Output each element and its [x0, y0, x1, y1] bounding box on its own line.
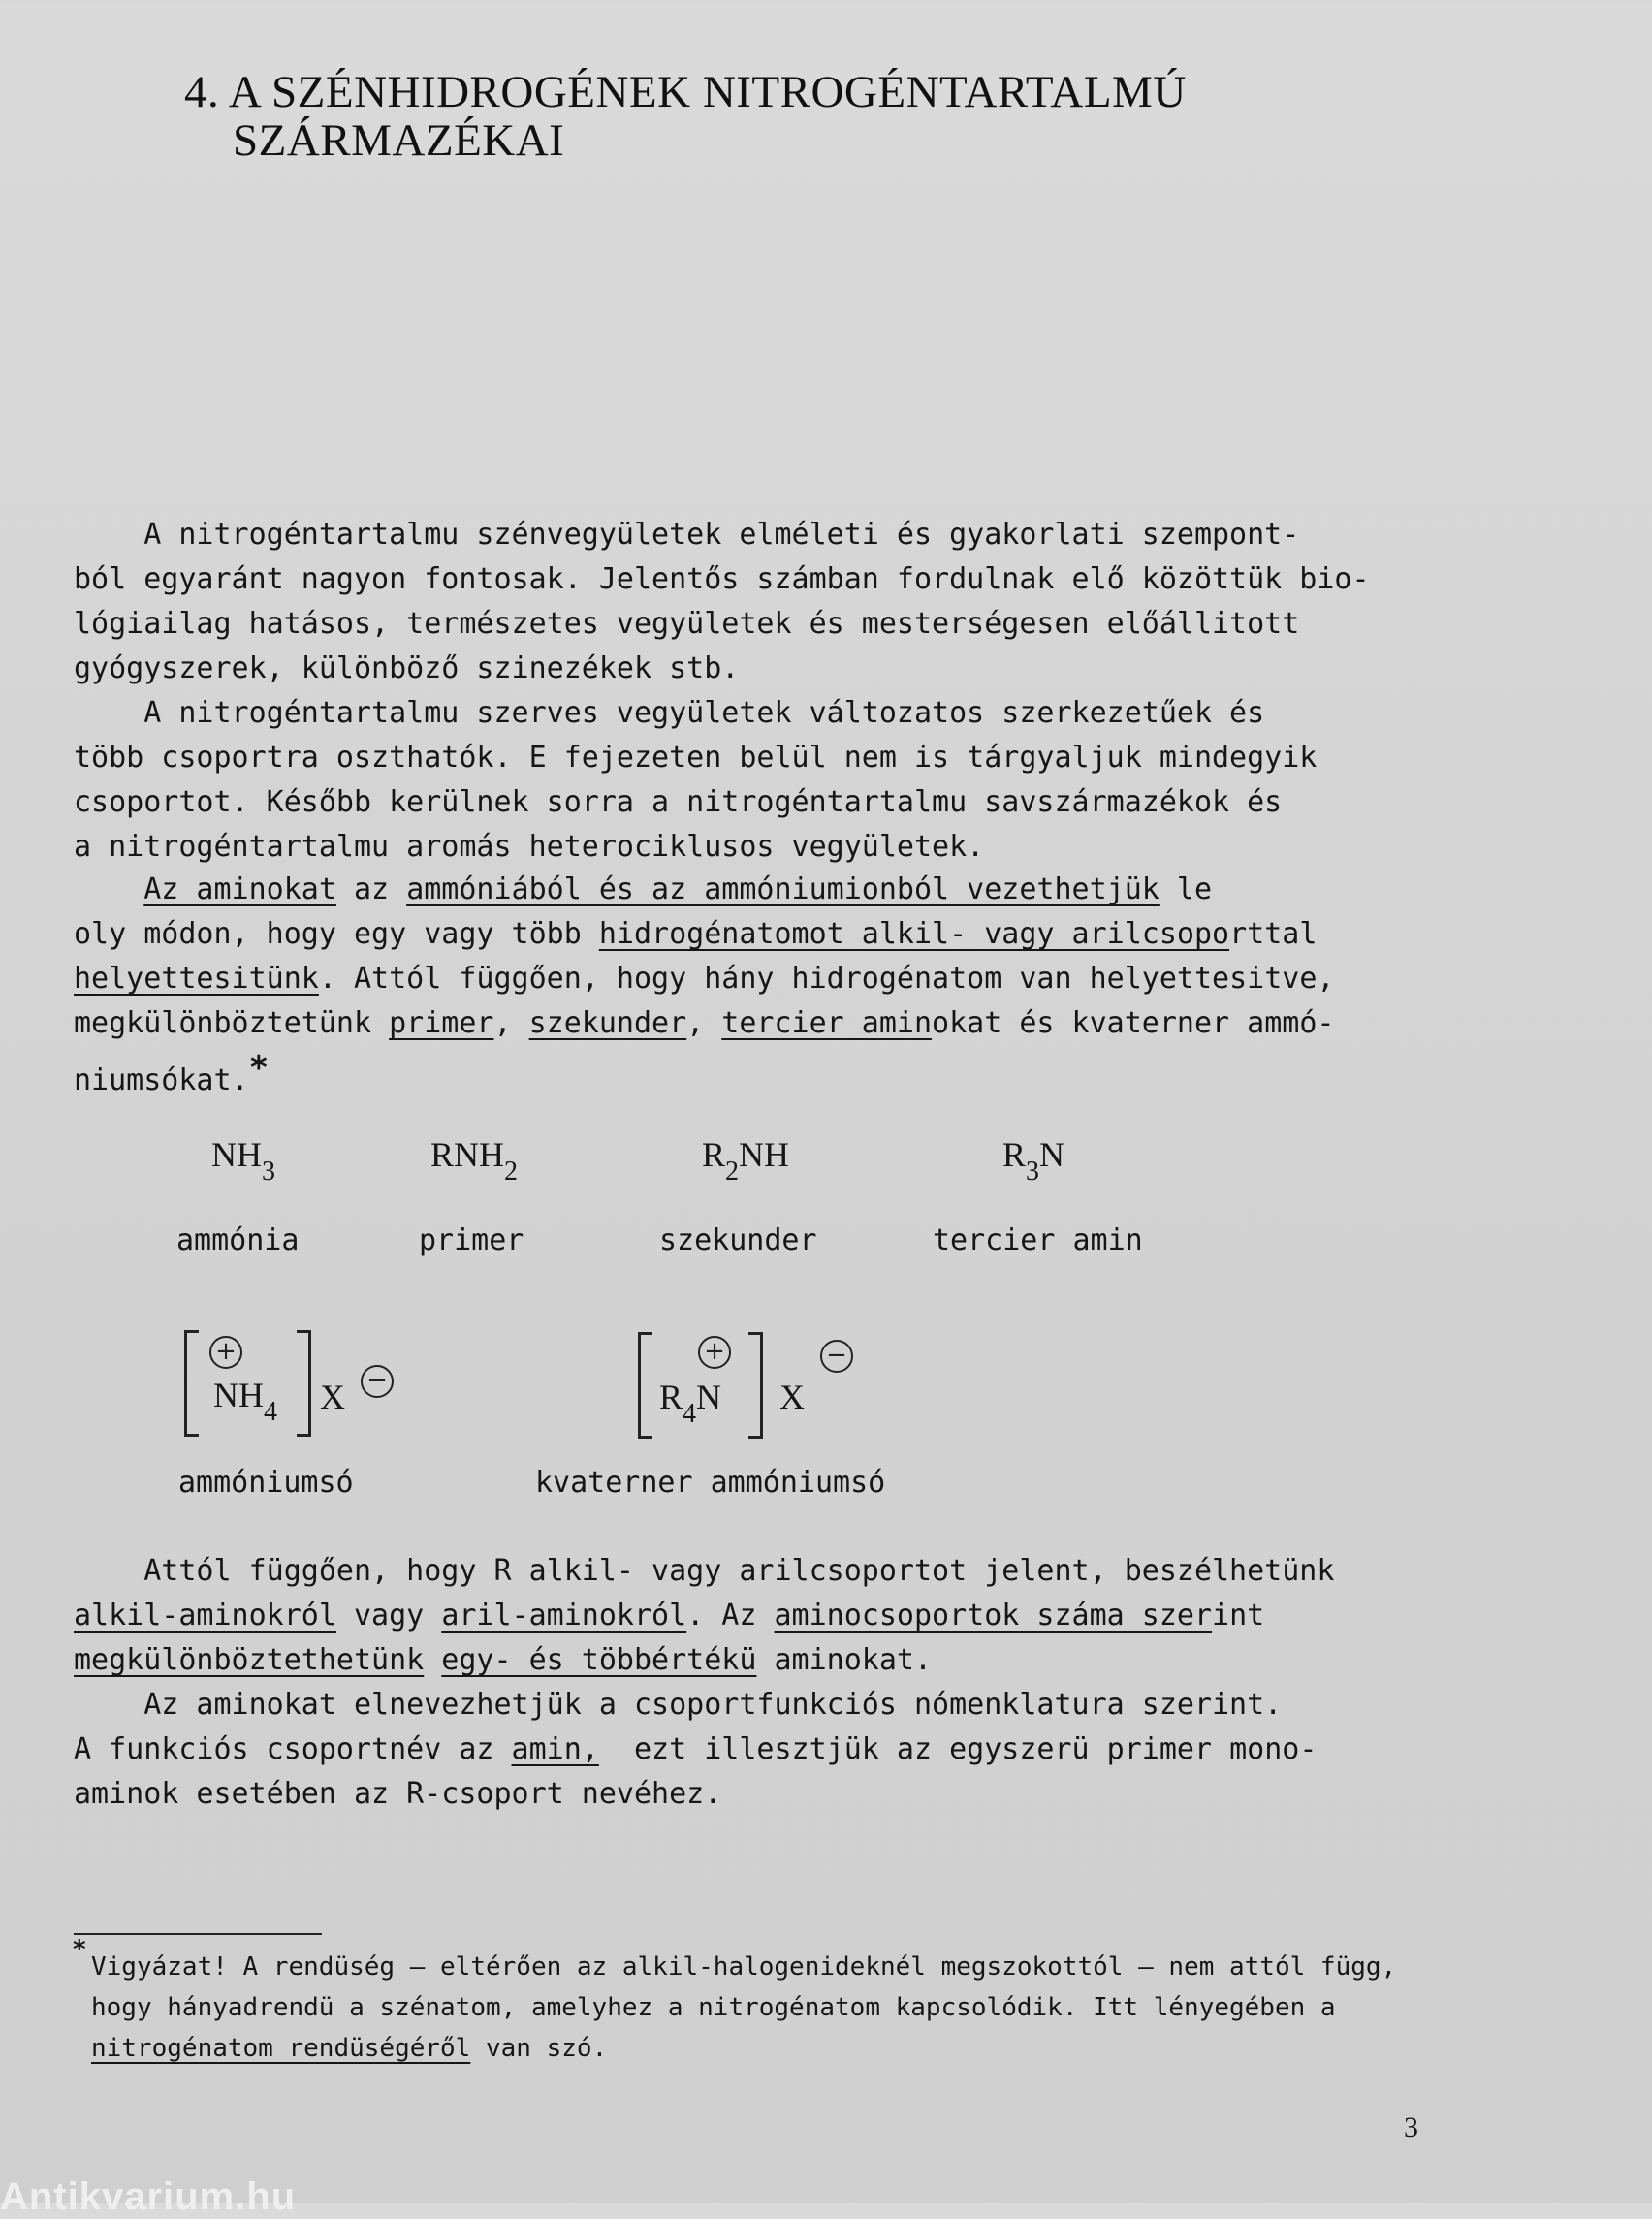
underlined-term: helyettesitünk — [74, 962, 319, 996]
footnote-marker: * — [248, 1049, 270, 1088]
text-line: gyógyszerek, különböző szinezékek stb. — [74, 651, 740, 685]
formula-rnh2: $RNH_2$ — [430, 1135, 519, 1187]
underlined-term: ammóniából és az ammóniumionból vezethetjük — [406, 872, 1160, 906]
formula-nh3: $NH_3$ — [211, 1135, 275, 1187]
underlined-term: alkil-aminokról — [74, 1599, 336, 1633]
minus-charge-icon: − — [361, 1365, 394, 1398]
text-line: A nitrogéntartalmu szerves vegyületek változatos szerkezetűek és — [74, 696, 1265, 730]
underlined-term: primer — [389, 1006, 494, 1040]
label-szekunder: szekunder — [659, 1223, 817, 1257]
underlined-term: szekunder — [528, 1006, 687, 1040]
text-line: oly módon, hogy egy vagy több hidrogénatomot alkil- vagy arilcsoporttal — [74, 917, 1318, 951]
text-line: Az aminokat elnevezhetjük a csoportfunkciós nómenklatura szerint. — [74, 1688, 1283, 1722]
formula-nh4: $NH_4$ — [213, 1376, 277, 1427]
label-tercier-amin: tercier amin — [933, 1223, 1143, 1257]
text-line: a nitrogéntartalmu aromás heterociklusos vegyületek. — [74, 830, 985, 864]
footnote-divider — [74, 1933, 322, 1935]
chapter-title — [184, 68, 1187, 165]
underlined-term: amin, — [511, 1732, 599, 1766]
text-line: Attól függően, hogy R alkil- vagy arilcsoportot jelent, beszélhetünk — [74, 1554, 1335, 1588]
text-line: niumsókat.* — [74, 1049, 270, 1097]
footnote — [91, 1947, 1497, 2069]
underlined-term: megkülönböztethetünk — [74, 1643, 425, 1677]
underlined-term: egy- és többértékü — [441, 1643, 757, 1677]
underlined-term: aril-aminokról — [441, 1599, 687, 1633]
text-line: megkülönböztethetünk egy- és többértékü aminokat. — [74, 1643, 933, 1677]
footnote-star: * — [72, 1935, 87, 1964]
text-line: A funkciós csoportnév az amin, ezt illesztjük az egyszerü primer mono- — [74, 1732, 1318, 1766]
underlined-term: Az aminokat — [143, 872, 336, 906]
label-primer: primer — [419, 1223, 524, 1257]
footnote-line: nitrogénatom rendüségéről van szó. — [91, 2034, 608, 2063]
left-bracket — [184, 1330, 199, 1437]
text-line: alkil-aminokról vagy aril-aminokról. Az aminocsoportok száma szerint — [74, 1599, 1265, 1633]
text-line: aminok esetében az R-csoport nevéhez. — [74, 1777, 722, 1811]
groups-paragraph — [74, 691, 1470, 870]
anion-x: X — [779, 1378, 805, 1416]
formula-r2nh: $R_2NH$ — [702, 1135, 790, 1187]
right-bracket — [297, 1330, 311, 1437]
left-bracket — [638, 1332, 652, 1439]
watermark: Antikvarium.hu — [0, 2175, 297, 2218]
formula-r3n: $R_3N$ — [1002, 1135, 1065, 1187]
text-line: lógiailag hatásos, természetes vegyületek és mesterségesen előállitott — [74, 607, 1300, 641]
label-ammonia: ammónia — [176, 1223, 300, 1257]
underlined-term: nitrogénatom rendüségéről — [91, 2034, 471, 2063]
amin-definition-paragraph — [74, 868, 1470, 1103]
right-bracket — [748, 1332, 763, 1439]
anion-x: X — [320, 1378, 345, 1416]
underlined-term: tercier amin — [721, 1006, 933, 1040]
formula-r4n: $R_4N$ — [659, 1378, 722, 1429]
plus-charge-icon: + — [698, 1336, 731, 1369]
text-line: megkülönböztetünk primer, szekunder, tercier aminokat és kvaterner ammó- — [74, 1006, 1335, 1040]
footnote-line: Vigyázat! A rendüség – eltérően az alkil-halogenideknél megszokottól – nem attól függ, — [91, 1952, 1397, 1981]
plus-charge-icon: + — [209, 1336, 242, 1369]
text-line: csoportot. Később kerülnek sorra a nitrogéntartalmu savszármazékok és — [74, 785, 1283, 819]
intro-paragraph — [74, 513, 1470, 691]
page-number: 3 — [1404, 2111, 1418, 2143]
text-line: több csoportra oszthatók. E fejezeten belül nem is tárgyaljuk mindegyik — [74, 741, 1318, 775]
underlined-term: hidrogénatomot alkil- vagy arilcsopo — [598, 917, 1230, 951]
text-line: helyettesitünk. Attól függően, hogy hány hidrogénatom van helyettesitve, — [74, 962, 1335, 996]
underlined-term: aminocsoportok száma szer — [774, 1599, 1213, 1633]
chapter-title-line2: SZÁRMAZÉKAI — [233, 115, 565, 166]
text-line: A nitrogéntartalmu szénvegyületek elméleti és gyakorlati szempont- — [74, 518, 1300, 552]
label-kvaterner-ammoniumso: kvaterner ammóniumsó — [535, 1466, 886, 1500]
footnote-line: hogy hányadrendü a szénatom, amelyhez a nitrogénatom kapcsolódik. Itt lényegében a — [91, 1993, 1336, 2022]
chapter-title-line1: 4. A SZÉNHIDROGÉNEK NITROGÉNTARTALMÚ — [184, 67, 1187, 117]
label-ammoniumso: ammóniumsó — [178, 1466, 354, 1500]
text-line: Az aminokat az ammóniából és az ammóniumionból vezethetjük le — [143, 872, 1213, 906]
text-line: ból egyaránt nagyon fontosak. Jelentős számban fordulnak elő közöttük bio- — [74, 562, 1370, 596]
minus-charge-icon: − — [820, 1340, 853, 1373]
classification-paragraph — [74, 1549, 1470, 1817]
